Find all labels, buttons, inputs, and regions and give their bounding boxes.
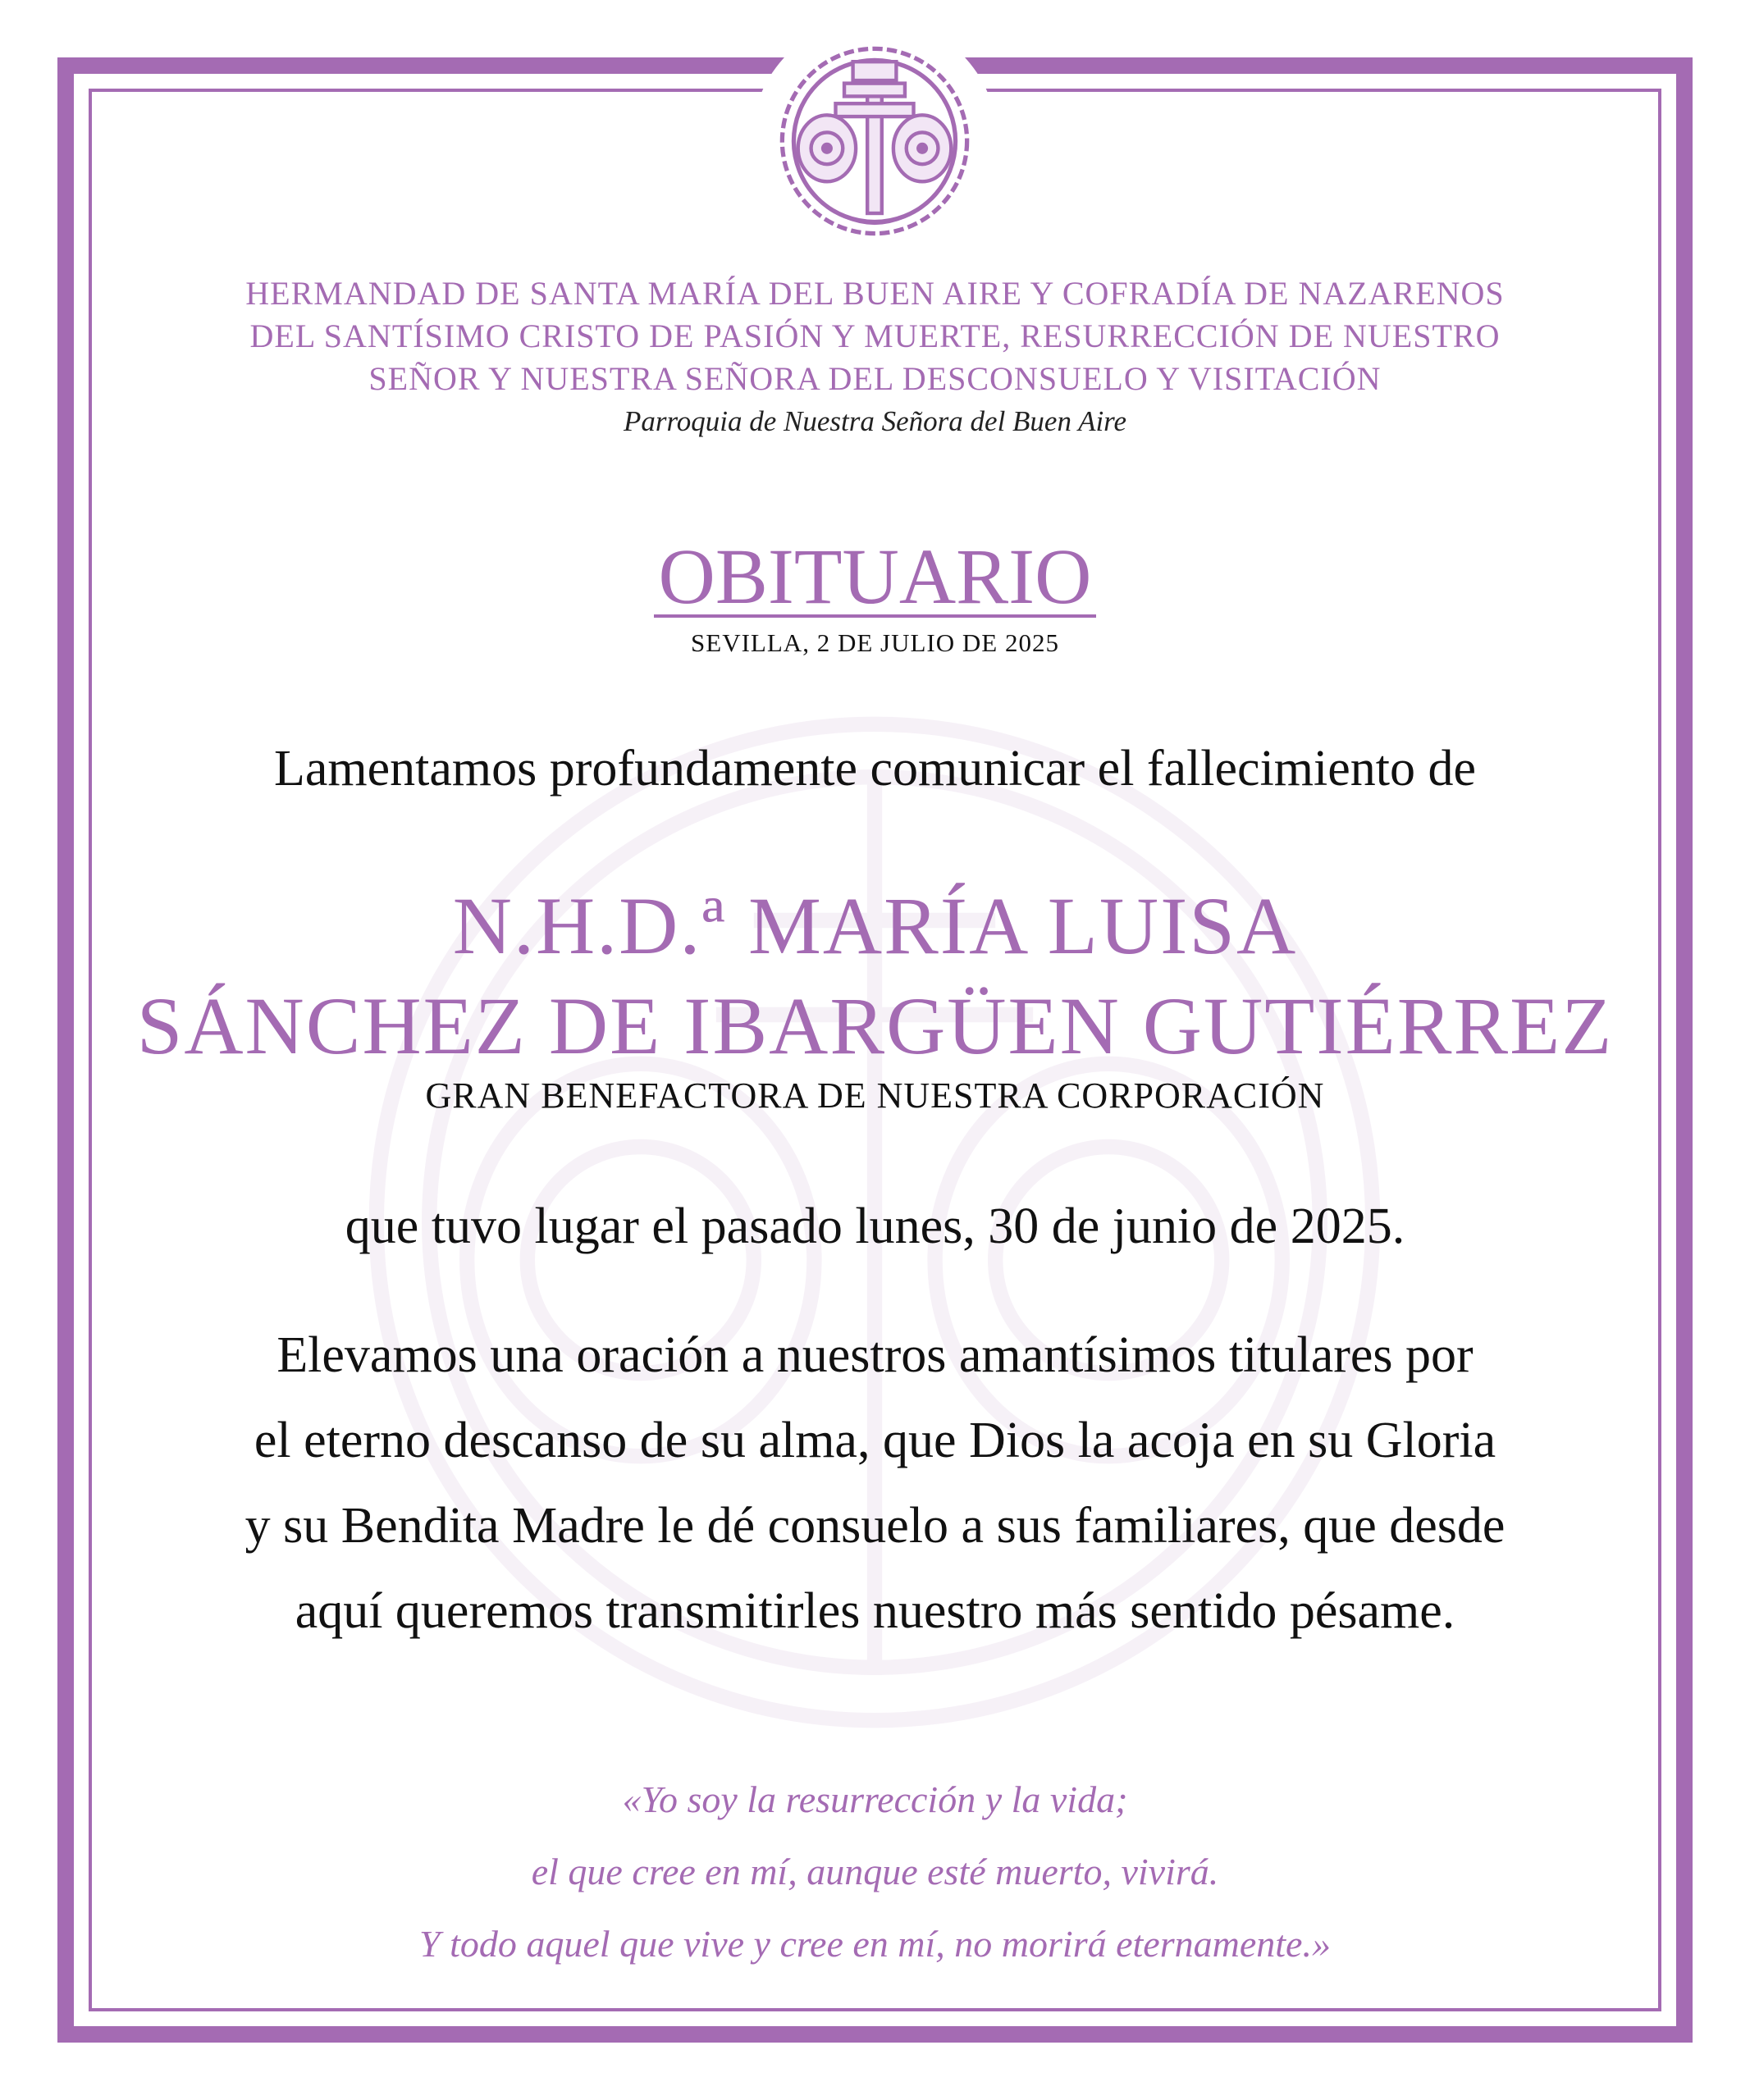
- hermandad-name: [115, 272, 1635, 400]
- seal-container: [752, 18, 998, 264]
- brotherhood-crest-icon: [766, 30, 983, 253]
- hermandad-line: HERMANDAD DE SANTA MARÍA DEL BUEN AIRE Y COFRADÍA DE NAZARENOS: [245, 275, 1505, 312]
- page-title: [115, 532, 1635, 622]
- deceased-role: GRAN BENEFACTORA DE NUESTRA CORPORACIÓN: [425, 1075, 1325, 1116]
- prayer-line: y su Bendita Madre le dé consuelo a sus familiares, que desde: [244, 1498, 1506, 1554]
- deceased-name: [115, 876, 1635, 1076]
- prayer-line: el eterno descanso de su alma, que Dios la acoja en su Gloria: [254, 1413, 1496, 1468]
- bible-quote: [115, 1764, 1635, 1980]
- quote-line: el que cree en mí, aunque esté muerto, vivirá.: [531, 1851, 1219, 1892]
- hermandad-line: SEÑOR Y NUESTRA SEÑORA DEL DESCONSUELO Y VISITACIÓN: [368, 360, 1382, 397]
- event-text: que tuvo lugar el pasado lunes, 30 de junio de 2025.: [345, 1198, 1405, 1254]
- name-line: SÁNCHEZ DE IBARGÜEN GUTIÉRREZ: [136, 980, 1614, 1071]
- intro-text: Lamentamos profundamente comunicar el fallecimiento de: [273, 741, 1477, 797]
- parroquia-subtitle: Parroquia de Nuestra Señora del Buen Aire: [623, 405, 1127, 437]
- prayer-paragraph: [115, 1312, 1635, 1654]
- prayer-line: Elevamos una oración a nuestros amantísimos titulares por: [276, 1327, 1474, 1383]
- name-line: N.H.D.ª MARÍA LUISA: [452, 880, 1298, 971]
- hermandad-line: DEL SANTÍSIMO CRISTO DE PASIÓN Y MUERTE, RESURRECCIÓN DE NUESTRO: [249, 317, 1501, 354]
- place-date: SEVILLA, 2 DE JULIO DE 2025: [691, 628, 1059, 657]
- prayer-line: aquí queremos transmitirles nuestro más sentido pésame.: [295, 1583, 1455, 1639]
- title-text: OBITUARIO: [654, 539, 1097, 618]
- quote-line: «Yo soy la resurrección y la vida;: [622, 1778, 1128, 1820]
- quote-line: Y todo aquel que vive y cree en mí, no morirá eternamente.»: [419, 1923, 1331, 1965]
